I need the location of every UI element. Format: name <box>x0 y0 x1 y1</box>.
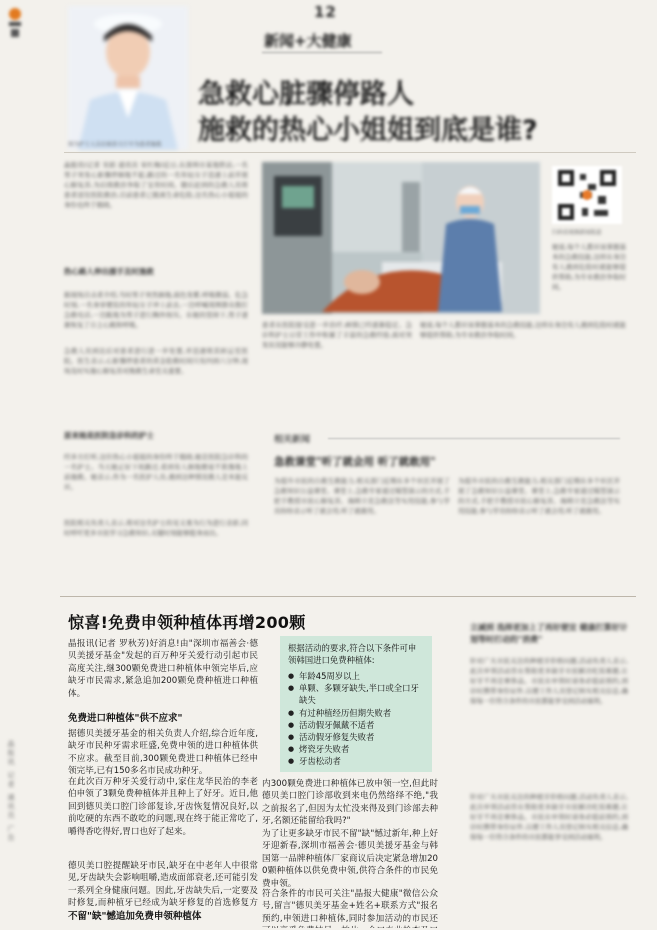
nurse-portrait <box>68 6 188 150</box>
portrait-caption: 图为护士人员在候诊大厅中为患者施救 <box>68 142 162 148</box>
implant-col2-para-2: 为了让更多缺牙市民不留"缺"憾过新年,种上好牙迎新春,深圳市福善会·德贝美援牙基金与韩国第一品牌种植体厂家商议后决定紧急增加200颗种植体以供免费申领,供符合条件的市民免费申领。 <box>262 829 438 889</box>
criteria-intro: 根据活动的要求,符合以下条件可申领韩国进口免费种植体: <box>288 643 417 665</box>
section-divider <box>60 596 636 597</box>
criteria-item: ● 活动假牙修复失败者 <box>288 731 424 743</box>
criteria-box <box>280 636 432 772</box>
criteria-item: ● 烤瓷牙失败者 <box>288 743 424 755</box>
criteria-item: ● 单颗、多颗牙缺失,半口或全口牙缺失 <box>288 682 424 706</box>
criteria-list <box>288 670 424 768</box>
body-col-2: 患者在医院接受进一步治疗,病情已经逐渐稳定。急诊科护士日常工作中积累了丰富的急救经验,面对突发状况能够冷静处置。 <box>262 321 412 349</box>
implant-para-3: 德贝美口腔提醒缺牙市民,缺牙在中老年人中很常见,牙齿缺失会影响咀嚼,造成面部衰老,还可能引发一系列全身健康问题。因此,牙齿缺失后,一定要及时修复,而种植牙已经成为缺牙修复的首选修复方 <box>68 861 258 908</box>
implant-headline: 惊喜!免费申领种植体再增200颗 <box>68 613 306 632</box>
criteria-item: ● 有过种植经历但期失败者 <box>288 707 424 719</box>
hospital-photo <box>262 162 540 314</box>
side-column-headline: 立减到 选择更加上了再好便宜 健康打算好计划等时打动的"消费" <box>470 623 628 644</box>
lead-paragraph: 晶报讯(记者 吴娟 通讯员 宋红梅)近日,在深圳市某地铁站,一名男子突发心脏骤停倒地不起,路过的一名年轻女子迅速上前开展心肺复苏,为后续救治争取了宝贵时间。随后赶到的急救人员将患者送往医院救治,目前患者已脱离生命危险,这名热心小姐姐的身份也终于揭晓。 <box>64 161 248 209</box>
implant-para-2: 在此次百万种牙关爱行动中,家住龙华民治的李老伯申领了3颗免费种植体并且种上了好牙。近日,他回到德贝美口腔门诊部复诊,牙齿恢复情况良好,以前吃硬的东西不敢吃的问题,现在终于能正常吃了,嚼得香吃得好,胃口也好了起来。 <box>68 777 258 837</box>
photo-side-text: 她说,每个人都应该掌握基本的急救技能,这样在身边有人遇到危险时就能够提供帮助,为专业救治争取时间。 <box>552 243 626 291</box>
criteria-item: ● 牙齿松动者 <box>288 755 424 767</box>
criteria-item: ● 活动假牙佩戴不适者 <box>288 719 424 731</box>
newspaper-logo <box>6 6 24 40</box>
para-identity-1: 经多方打听,这位热心小姐姐的身份终于揭晓,她是医院急诊科的一名护士。当天她正好下班路过,看到有人倒地便毫不犹豫地上前施救。她表示,作为一名医护人员,遇到这种情况救人是本能反应。 <box>64 453 248 491</box>
related-news-body-left: 为提升市民的自救互救能力,相关部门近期在多个社区开展了急救知识公益课堂。课堂上,急救专家通过模型演示的方式,手把手教授市民心肺复苏、海姆立克急救法等实用技能,参与学员纷纷表示听了就会用,听了就敢用。 <box>274 477 450 515</box>
implant-subhead-2: 不留"缺"憾追加免费申领种植体 <box>68 911 202 922</box>
qr-code-icon <box>552 166 622 224</box>
related-news-headline: 急救课堂"听了就会用 听了就敢用" <box>274 456 436 468</box>
qr-code[interactable] <box>552 166 622 224</box>
body-col-3: 她说,每个人都应该掌握基本的急救技能,这样在身边有人遇到危险时就能够提供帮助,为专业救治争取时间。 <box>420 321 626 339</box>
subhead-rescue: 热心路人伸出援手及时施救 <box>64 267 154 276</box>
implant-lead: 晶报讯(记者 罗秋芳)好消息!由"深圳市福善会·德贝美援牙基金"发起的百万种牙关爱行动引起市民高度关注,继300颗免费进口种植体申领完毕后,应缺牙市民需求,紧急追加200颗免费种植进口种植体。 <box>68 639 258 699</box>
subhead-identity: 原来她是医院急诊科的护士 <box>64 431 154 440</box>
related-news-rule <box>328 438 620 439</box>
side-column-body-1: 针对广大市民关注的种植牙价格问题,活动负责人表示,此次申领活动旨在帮助更多缺牙市民解决吃饭难题,让好牙不再是奢侈品。市民在申领时请务必提前预约,到诊时携带身份证件,以便工作人员登记核实相关信息,确保每一位符合条件的市民都能享受到活动福利。 <box>470 657 628 705</box>
side-column-body-2: 针对广大市民关注的种植牙价格问题,活动负责人表示,此次申领活动旨在帮助更多缺牙市民解决吃饭难题,让好牙不再是奢侈品。市民在申领时请务必提前预约,到诊时携带身份证件,以便工作人员登记核实相关信息,确保每一位符合条件的市民都能享受到活动福利。 <box>470 793 628 841</box>
headline-line1: 急救心脏骤停路人 <box>198 79 414 110</box>
related-news-tag: 相关新闻 <box>274 435 311 445</box>
criteria-item: ● 年龄45周岁以上 <box>288 670 424 682</box>
headline-line2: 施救的热心小姐姐到底是谁? <box>198 115 538 146</box>
side-vertical-label: 晶报讯 记者 通讯员 广告 <box>7 740 15 843</box>
para-rescue-2: 急救人员到达后对患者进行进一步处置,并迅速将其转运至医院。医生表示,心脏骤停患者的黄金抢救时间只有四到六分钟,现场及时实施心肺复苏对挽救生命至关重要。 <box>64 347 248 375</box>
masthead-rule <box>262 52 382 53</box>
implant-col2-para-3: 符合条件的市民可关注"晶报大健康"微信公众号,留言"德贝美牙基金+姓名+联系方式"报名预约,申领进口种植体,同时参加活动的市民还 <box>262 889 438 924</box>
logo-icon <box>6 6 24 40</box>
para-rescue-1: 据现场目击者介绍,当时男子突然倒地,面色发紫,呼吸微弱。危急时刻,一名身穿便装的年轻女子冲上前去,一边呼喊周围群众拨打急救电话,一边跪地为男子进行胸外按压。在她的坚持下,男子逐渐恢复了自主心跳和呼吸。 <box>64 291 248 329</box>
implant-col2-para-1: 内300颗免费进口种植体已放申领一空,但此时德贝美口腔门诊部收到来电仍然络绎不绝,"我之前报名了,但因为太忙没来得及到门诊部去种牙,名额还能留给我吗?" <box>262 779 438 827</box>
implant-para-1: 据德贝美援牙基金的相关负责人介绍,综合近年度,缺牙市民种牙需求旺盛,免费申领的进口种植体供不应求。截至目前,300颗免费进口种植体已经申领完毕,已有150多名市民成功种牙。 <box>68 729 258 777</box>
related-news-box <box>264 428 626 580</box>
headline-divider <box>64 152 636 153</box>
qr-caption: 扫码看视频新闻报道 <box>552 230 602 236</box>
related-news-body-right: 为提升市民的自救互救能力,相关部门近期在多个社区开展了急救知识公益课堂。课堂上,急救专家通过模型演示的方式,手把手教授市民心肺复苏、海姆立克急救法等实用技能,参与学员纷纷表示听了就会用,听了就敢用。 <box>458 477 620 515</box>
section-title: 新闻+大健康 <box>264 32 352 50</box>
para-identity-2: 医院相关负责人表示,将对这名护士的见义勇为行为进行表彰,同时呼吁更多市民学习急救知识,关键时刻能够挺身而出。 <box>64 519 248 537</box>
implant-subhead-1: 免费进口种植体"供不应求" <box>68 713 183 724</box>
page-number: 12 <box>314 3 337 21</box>
